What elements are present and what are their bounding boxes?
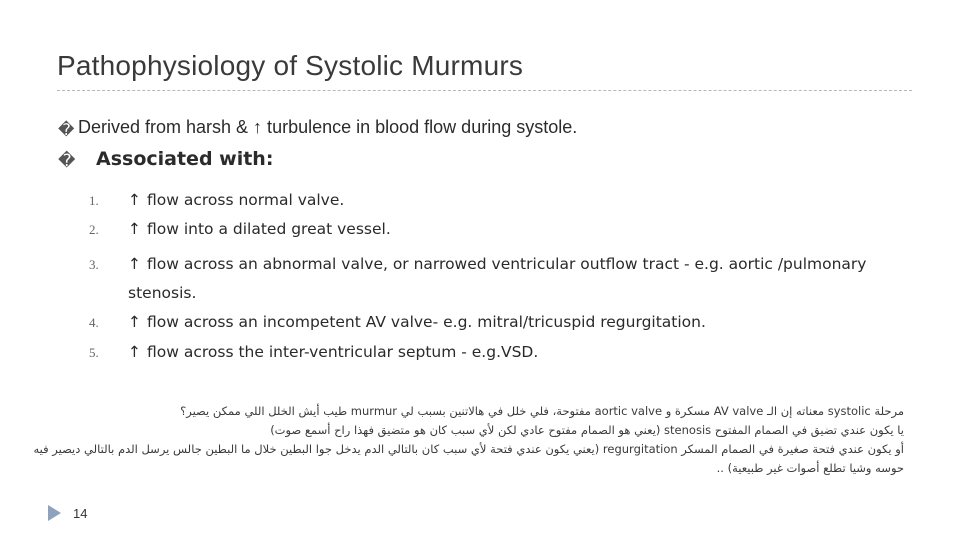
up-arrow-icon: ↑ [128, 220, 141, 238]
up-arrow-icon: ↑ [128, 343, 141, 361]
item-text: ↑ flow across an abnormal valve, or narrowed ventricular outflow tract - e.g. aortic /pulmonary stenosis. [128, 255, 867, 302]
arabic-note-line: يا يكون عندي تضيق في الصمام المفتوح stenosis (يعني هو الصمام مفتوح عادي لكن لأي سبب كان هو متضيق فهذا راح أسمع صوت) [270, 423, 904, 437]
arabic-note-line: مرحلة systolic معناته إن الـ AV valve مسكرة و aortic valve مفتوحة، فلي خلل في هالاتنين بسبب لي murmur طيب أيش الخلل اللي ممكن يصير؟ [180, 404, 904, 418]
arabic-note-line: حوسه وشيا تطلع أصوات غير طبيعية) .. [716, 461, 904, 475]
item-text: ↑ flow across normal valve. [128, 191, 345, 209]
item-number: 1. [89, 193, 99, 208]
item-number: 2. [89, 222, 99, 237]
item-text: ↑ flow across the inter-ventricular septum - e.g.VSD. [128, 343, 539, 361]
arabic-note [33, 402, 904, 478]
bullet-icon: � [58, 120, 75, 139]
slide-title: Pathophysiology of Systolic Murmurs [57, 50, 524, 81]
item-text: ↑ flow into a dilated great vessel. [128, 220, 391, 238]
up-arrow-icon: ↑ [128, 191, 141, 209]
item-number: 3. [89, 257, 99, 272]
page-number: 14 [73, 506, 88, 521]
up-arrow-icon: ↑ [128, 255, 141, 273]
footer-triangle-icon [48, 505, 61, 521]
bullet-associated: Associated with: [96, 148, 274, 170]
bullet-icon: � [58, 151, 76, 171]
bullet-derived: Derived from harsh & ↑ turbulence in blood flow during systole. [78, 117, 578, 137]
arabic-note-line: أو يكون عندي فتحة صغيرة في الصمام المسكر regurgitation (يعني يكون عندي فتحة لأي سبب كان بالتالي الدم يدخل جوا البطين خلال ما البطين جالس يرسل الدم بالتالي ديصير فيه [33, 442, 904, 456]
item-number: 4. [89, 315, 99, 330]
item-number: 5. [89, 345, 99, 360]
title-divider [57, 90, 912, 91]
up-arrow-icon: ↑ [128, 313, 141, 331]
item-text: ↑ flow across an incompetent AV valve- e.g. mitral/tricuspid regurgitation. [128, 313, 706, 331]
